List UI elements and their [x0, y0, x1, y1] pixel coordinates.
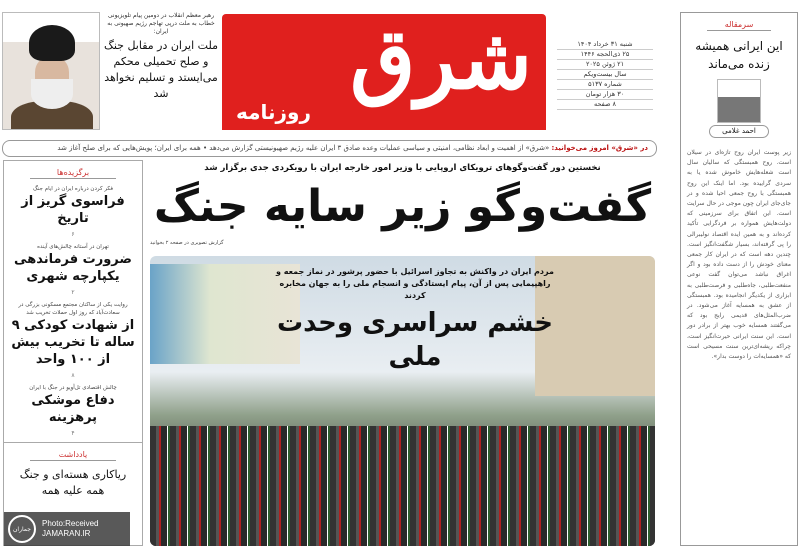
leader-quote[interactable] — [102, 12, 220, 102]
editorial-label: سرمقاله — [707, 19, 771, 31]
date-gregorian: ۲۱ ژوئن ۲۰۲۵ — [557, 60, 653, 70]
highlight-kicker: فکر کردن درباره ایران در ایام جنگ — [32, 186, 114, 192]
photo-side-note: گزارش تصویری در صفحه ۲ بخوانید — [150, 240, 224, 246]
editorial-title[interactable]: این ایرانی همیشه زنده می‌ماند — [695, 39, 783, 71]
author-photo — [717, 79, 761, 123]
editorial-column — [680, 12, 798, 546]
editorial-body: زیر پوست ایران روح تازه‌ای در سیلان است. روح همبستگی که سالیان سال است شعله‌هایش خاموش شده یا به سردی گراییده بود. اما اینک این روح همبستگی با روح جمعی احیا شده و در جای‌جای ایران چون موجی در حال سرایت است. این اتفاق برای سرزمینی که دولت‌هایش همواره بر فردگرایی تأکید کرده‌اند و به همین ایده اقتصاد نولیبرالی را پی گرفته‌اند، بسیار شگفت‌انگیز است. چندین دهه است که در ایران کار جمعی معنای خودش را از دست داده بود و اگر اغراق نباشد می‌توان گفت نوعی منفعت‌طلبی، جاه‌طلبی و فرصت‌طلبی به ابزاری از یکدیگر انجامیده بود. همبستگی از عشق به همسایه آغاز می‌شود. در ضرب‌المثل‌های قدیمی رایج بود که می‌گفتند همسایه خوب بهتر از برادر دور است. این سنت ایرانی حیرت‌انگیز است، چراکه ریشه‌ای‌ترین سنت مسیحی است که «همسایه‌ات را دوست بدار». — [687, 149, 791, 361]
issue-number: شماره ۵۱۳۷ — [557, 80, 653, 90]
watermark-credit: Photo:Received — [42, 519, 99, 528]
highlight-item[interactable] — [10, 243, 136, 297]
page-ref: ۸ — [71, 372, 75, 379]
photo-story-kicker: مردم ایران در واکنش به تجاوز اسرائیل با حضور پرشور در نماز جمعه و راهپیمایی پس از آن، پیام ایستادگی و انسجام ملی را به جهان مخابره کردند — [276, 267, 554, 300]
page-ref: ۴ — [71, 430, 75, 437]
page-ref: ۲ — [71, 289, 75, 296]
date-lunar: ۲۵ ذی‌الحجه ۱۴۴۶ — [557, 50, 653, 60]
highlight-kicker: چالش اقتصادی تل‌آویو در جنگ با ایران — [29, 385, 117, 391]
date-solar: شنبه ۳۱ خرداد ۱۴۰۴ — [557, 40, 653, 50]
watermark — [4, 512, 130, 546]
logo-subtitle: روزنامه — [236, 100, 311, 124]
highlight-item[interactable] — [10, 185, 136, 239]
main-headline[interactable]: گفت‌وگو زیر سایه جنگ — [153, 181, 652, 232]
author-name: احمد غلامی — [709, 125, 769, 138]
note-title[interactable]: ریاکاری هسته‌ای و جنگ همه علیه همه — [19, 468, 127, 497]
main-kicker: نخستین دور گفت‌وگوهای ترویکای اروپایی با وزیر امور خارجه ایران با رویکردی جدی برگزار شد — [204, 163, 601, 173]
highlights-label: برگزیده‌ها — [30, 167, 116, 179]
note-label: یادداشت — [30, 449, 116, 461]
ticker-text: «شرق» از اهمیت و ابعاد نظامی، امنیتی و سیاسی عملیات وعده صادق ۳ ایران علیه رژیم صهیونیستی گزارش می‌دهد • همه برای ایران؛ پویش‌هایی که برای صلح آغاز شد — [57, 144, 550, 152]
photo-story — [270, 266, 560, 374]
leader-quote-text: ملت ایران در مقابل جنگ و صلح تحمیلی محکم می‌ایستد و تسلیم نخواهد شد — [103, 39, 219, 100]
highlight-item[interactable] — [10, 384, 136, 438]
watermark-site: JAMARAN.IR — [42, 529, 91, 538]
issue-info — [557, 40, 653, 110]
ticker[interactable] — [2, 140, 657, 157]
page-count: ۸ صفحه — [557, 100, 653, 110]
page-ref: ۶ — [71, 231, 75, 238]
logo-mark: شرق — [350, 14, 532, 108]
ticker-label: در «شرق» امروز می‌خوانید: — [551, 144, 648, 152]
highlight-title: دفاع موشکی پرهزینه — [31, 393, 115, 425]
leader-photo — [2, 12, 100, 130]
main-photo[interactable] — [150, 256, 655, 546]
crowd — [150, 426, 655, 546]
highlight-kicker: روایت یکی از ساکنان مجتمع مسکونی بزرگی در سعادت‌آباد که روز اول حملات تخریب شد — [18, 302, 128, 316]
photo-story-headline[interactable]: خشم سراسری وحدت ملی — [277, 308, 553, 372]
newspaper-logo — [222, 14, 546, 130]
highlight-title: ضرورت فرماندهی یکپارچه شهری — [14, 252, 132, 284]
jamaran-logo-icon: جماران — [8, 515, 36, 543]
volume: سال بیست‌ویکم — [557, 70, 653, 80]
highlights-column — [3, 160, 143, 546]
price: ۳۰ هزار تومان — [557, 90, 653, 100]
highlight-title: فراسوی گریز از تاریخ — [21, 194, 125, 226]
highlight-kicker: تهران در آستانه چالش‌های آینده — [37, 244, 109, 250]
leader-quote-kicker: رهبر معظم انقلاب در دومین پیام تلویزیونی خطاب به ملت درپی تهاجم رژیم صهیونی به ایران: — [107, 12, 215, 35]
highlight-title: از شهادت کودکی ۹ ساله تا تخریب بیش از ۱۰۰ واحد — [11, 318, 135, 367]
highlight-item[interactable] — [10, 301, 136, 380]
